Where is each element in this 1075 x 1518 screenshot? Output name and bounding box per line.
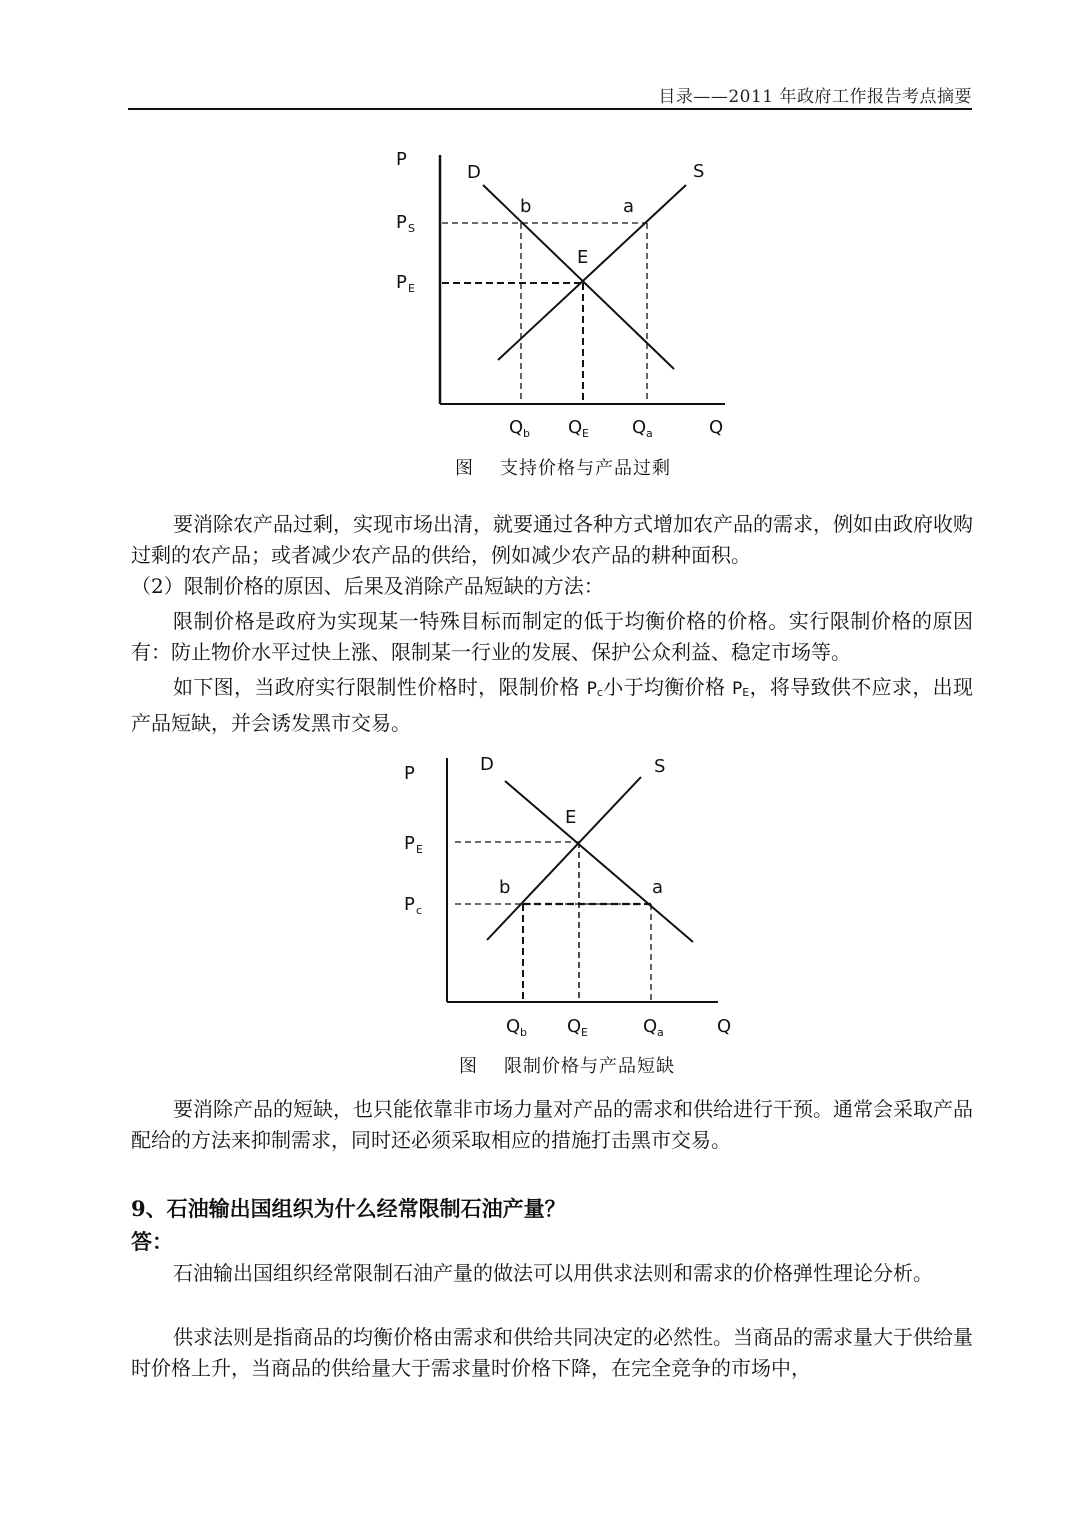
point-b-label: b bbox=[499, 877, 511, 898]
paragraph-opec-intro: 石油输出国组织经常限制石油产量的做法可以用供求法则和需求的价格弹性理论分析。 bbox=[173, 1261, 933, 1285]
ps-label: P bbox=[396, 212, 407, 233]
pe-label: P bbox=[404, 833, 415, 854]
supply-label: S bbox=[693, 161, 705, 182]
qb-label-sub: b bbox=[520, 1026, 527, 1039]
figure1-caption-text: 支持价格与产品过剩 bbox=[500, 458, 671, 479]
qa-label-sub: a bbox=[646, 427, 653, 440]
para4-part2: 小于均衡价格 bbox=[602, 675, 733, 699]
pc-label-sub: c bbox=[416, 904, 423, 917]
p-axis-label: P bbox=[396, 149, 407, 170]
q-axis-label: Q bbox=[709, 417, 724, 438]
figure1-caption-prefix: 图 bbox=[455, 458, 474, 479]
qa-label: Q bbox=[632, 417, 647, 438]
header-rule bbox=[128, 108, 972, 110]
support-price-diagram bbox=[390, 140, 740, 445]
pc-symbol-sub: c bbox=[596, 686, 603, 699]
point-a-label: a bbox=[652, 877, 664, 898]
p-axis-label: P bbox=[404, 763, 415, 784]
point-b-label: b bbox=[520, 196, 532, 217]
qe-label: Q bbox=[567, 1016, 582, 1037]
qb-label: Q bbox=[509, 417, 524, 438]
supply-label: S bbox=[654, 756, 666, 777]
para4-part3: ，将导致供不应求，出现产品短缺，并会诱发黑市交易。 bbox=[131, 675, 974, 735]
pe-label-sub: E bbox=[408, 282, 415, 295]
figure-price-ceiling bbox=[395, 748, 745, 1048]
pc-label: P bbox=[404, 894, 415, 915]
paragraph-price-ceiling-effect bbox=[131, 672, 973, 739]
qa-label: Q bbox=[643, 1016, 658, 1037]
demand-label: D bbox=[480, 754, 494, 775]
demand-label: D bbox=[467, 162, 481, 183]
qb-label-sub: b bbox=[523, 427, 530, 440]
figure2-caption-prefix: 图 bbox=[459, 1056, 478, 1077]
ps-label-sub: S bbox=[408, 222, 415, 235]
figure-support-price bbox=[390, 140, 740, 445]
pe-symbol-sub: E bbox=[742, 686, 750, 699]
paragraph-price-ceiling-definition: 限制价格是政府为实现某一特殊目标而制定的低于均衡价格的价格。实行限制价格的原因有：防止物价水平过快上涨、限制某一行业的发展、保护公众利益、稳定市场等。 bbox=[131, 609, 973, 664]
point-e-label: E bbox=[565, 807, 577, 828]
paragraph-law-of-supply-demand: 供求法则是指商品的均衡价格由需求和供给共同决定的必然性。当商品的需求量大于供给量时价格上升，当商品的供给量大于需求量时价格下降，在完全竞争的市场中， bbox=[131, 1325, 973, 1380]
price-ceiling-diagram bbox=[395, 748, 745, 1048]
point-e-label: E bbox=[577, 247, 589, 268]
supply-curve bbox=[487, 777, 641, 940]
demand-curve bbox=[483, 185, 674, 369]
q-axis-label: Q bbox=[717, 1016, 732, 1037]
demand-curve bbox=[505, 781, 693, 942]
qb-label: Q bbox=[506, 1016, 521, 1037]
figure2-caption bbox=[459, 1052, 675, 1078]
pe-symbol: P bbox=[732, 679, 743, 699]
paragraph-surplus-remedy: 要消除农产品过剩，实现市场出清，就要通过各种方式增加农产品的需求，例如由政府收购过剩的农产品；或者减少农产品的供给，例如减少农产品的耕种面积。 bbox=[131, 512, 973, 567]
answer-label: 答： bbox=[131, 1229, 173, 1254]
pe-label: P bbox=[396, 272, 407, 293]
pc-symbol: P bbox=[586, 679, 597, 699]
question-heading: 9、石油输出国组织为什么经常限制石油产量？ bbox=[131, 1196, 566, 1221]
qe-label: Q bbox=[568, 417, 583, 438]
figure1-caption bbox=[455, 454, 671, 480]
paragraph-price-ceiling-heading: （2）限制价格的原因、后果及消除产品短缺的方法： bbox=[131, 574, 604, 598]
pe-label-sub: E bbox=[416, 843, 423, 856]
para4-part1: 如下图，当政府实行限制性价格时，限制价格 bbox=[173, 675, 587, 699]
qe-label-sub: E bbox=[581, 1026, 588, 1039]
page-header: 目录——2011 年政府工作报告考点摘要 bbox=[658, 87, 972, 107]
qe-label-sub: E bbox=[582, 427, 589, 440]
figure2-caption-text: 限制价格与产品短缺 bbox=[504, 1056, 675, 1077]
qa-label-sub: a bbox=[657, 1026, 664, 1039]
paragraph-shortage-remedy: 要消除产品的短缺，也只能依靠非市场力量对产品的需求和供给进行干预。通常会采取产品配给的方法来抑制需求，同时还必须采取相应的措施打击黑市交易。 bbox=[131, 1097, 973, 1152]
point-a-label: a bbox=[623, 196, 635, 217]
